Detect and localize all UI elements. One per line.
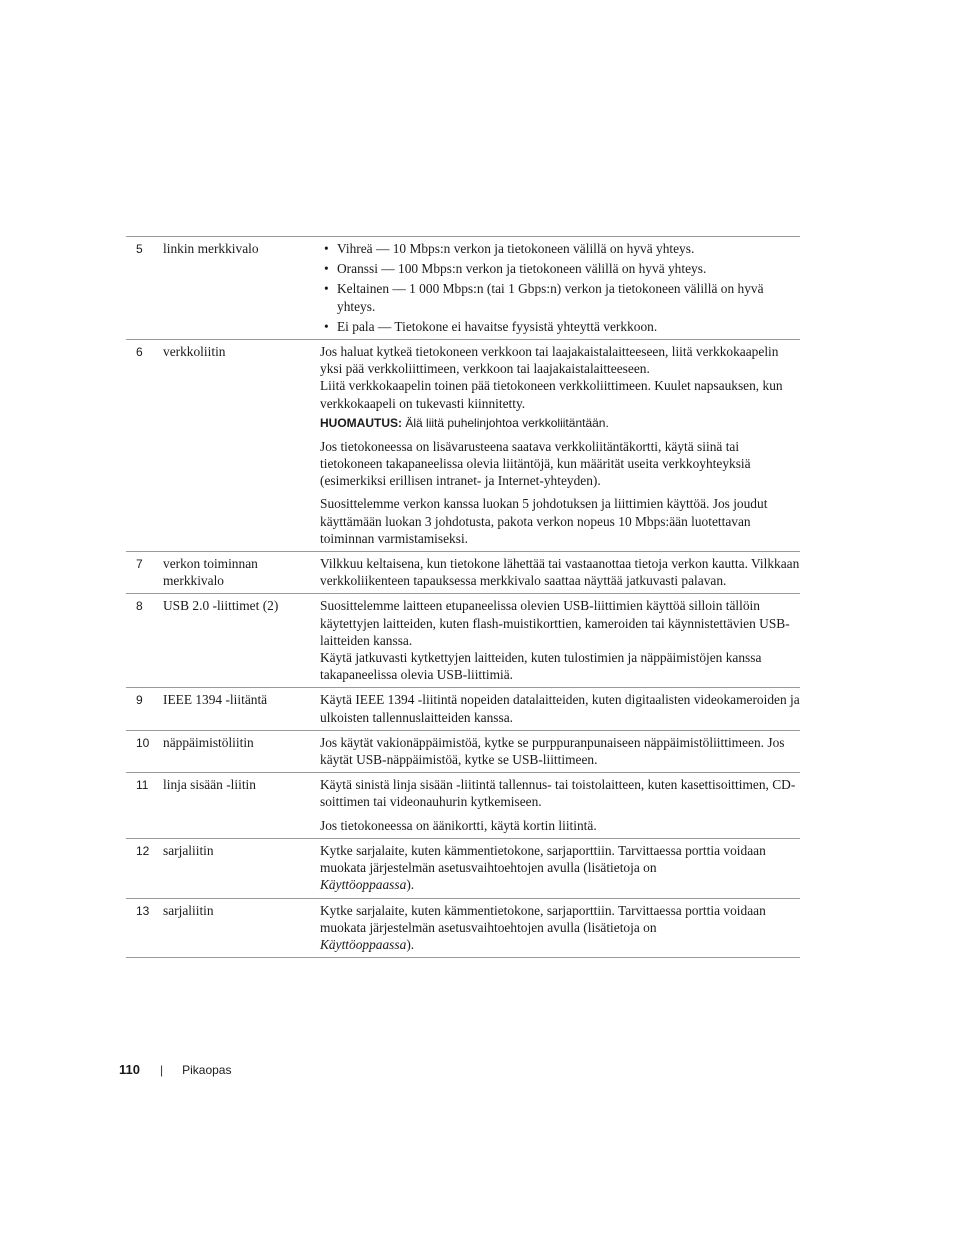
connector-table [126,236,800,958]
list-item: • Ei pala — Tietokone ei havaitse fyysistä yhteyttä verkkoon. [324,318,658,334]
note [320,415,800,432]
row-name: IEEE 1394 -liitäntä [163,692,268,708]
manual-title: Käyttöoppaassa [320,877,407,893]
row-name: näppäimistöliitin [163,734,254,750]
paragraph: Käytä jatkuvasti kytkettyjen laitteiden, kuten tulostimien ja näppäimistöjen kanssa takapaneelissa olevia USB-liittimiä. [320,650,762,683]
paragraph: Käytä sinistä linja sisään -liitintä tallennus- tai toistolaitteen, kuten kasettisoittimen, CD-soittimen tai videonauhurin kytkemiseen. [320,777,796,810]
row-name: sarjaliitin [163,902,214,918]
row-number: 5 [136,242,143,256]
row-name: USB 2.0 -liittimet (2) [163,598,279,614]
table-row [126,731,800,773]
bullet-icon: • [324,241,329,256]
table-row [126,899,800,959]
row-number: 12 [136,843,150,858]
paragraph: Kytke sarjalaite, kuten kämmentietokone, sarjaporttiin. Tarvittaessa porttia voidaan muokata järjestelmän asetusvaihtoehtojen avulla (lisätietoja on Käyttöoppaassa). [320,842,766,893]
row-number: 7 [136,557,143,572]
bullet-icon: • [324,281,329,297]
row-description [320,240,800,335]
paragraph: Vilkkuu keltaisena, kun tietokone lähettää tai vastaanottaa tietoja verkon kautta. Vilkkaan verkkoliikenteen tapauksessa merkkivalo saattaa näyttää jatkuvasti palavan. [320,556,800,589]
page-number: 110 [119,1062,140,1077]
paragraph: Kytke sarjalaite, kuten kämmentietokone, sarjaporttiin. Tarvittaessa porttia voidaan muokata järjestelmän asetusvaihtoehtojen avulla (lisätietoja on Käyttöoppaassa). [320,902,766,952]
row-name: linja sisään -liitin [163,777,256,793]
paragraph: Liitä verkkokaapelin toinen pää tietokoneen verkkoliittimeen. Kuulet napsauksen, kun verkkokaapeli on tukevasti kiinnitetty. [320,378,783,411]
bullet-icon: • [324,318,329,334]
paragraph: Jos tietokoneessa on äänikortti, käytä kortin liitintä. [320,817,597,833]
row-description [320,555,800,589]
row-number: 13 [136,903,150,918]
row-description [320,734,800,768]
paragraph: Jos haluat kytkeä tietokoneen verkkoon tai laajakaistalaitteeseen, liitä verkkokaapelin yksi pää verkkoliittimeen, verkkoon tai laajakaistalaitteeseen. [320,344,779,377]
row-description [320,776,800,834]
footer-separator: | [159,1062,164,1077]
list-item: • Keltainen — 1 000 Mbps:n (tai 1 Gbps:n) verkon ja tietokoneen välillä on hyvä yhteys. [324,281,764,314]
row-description [320,842,800,894]
note-text: Älä liitä puhelinjohtoa verkkoliitäntään. [405,415,609,430]
row-name: verkon toiminnan merkkivalo [163,556,258,589]
table-row [126,594,800,688]
row-number: 11 [136,778,149,793]
list-item: • Oranssi — 100 Mbps:n verkon ja tietokoneen välillä on hyvä yhteys. [324,261,707,277]
bullet-icon: • [324,261,329,277]
row-number: 8 [136,599,143,614]
paragraph: Suosittelemme verkon kanssa luokan 5 johdotuksen ja liittimien käyttöä. Jos joudut käyttämään luokan 3 johdotusta, pakota verkon nopeus 10 Mbps:ään luotettavan toiminnan varmistamiseksi. [320,496,768,546]
row-name: verkkoliitin [163,344,226,360]
row-number: 10 [136,735,150,750]
row-description [320,343,800,547]
table-row [126,839,800,899]
page-footer [119,1062,231,1077]
list-item: • Vihreä — 10 Mbps:n verkon ja tietokoneen välillä on hyvä yhteys. [324,241,695,256]
table-row [126,688,800,730]
row-number: 9 [136,693,143,708]
paragraph: Jos tietokoneessa on lisävarusteena saatava verkkoliitäntäkortti, käytä siinä tai tietokoneen takapaneelissa olevia liitäntöjä, kun määrität useita verkkoyhteyksiä (esimerkiksi erillisen intranet- ja Internet-yhteyden). [320,438,751,489]
paragraph: Suosittelemme laitteen etupaneelissa olevien USB-liittimien käyttöä silloin tällöin käytettyjen laitteiden, kuten flash-muistikorttien, kameroiden tai käynnistettävien USB-laitteiden kanssa. [320,598,790,648]
paragraph: Jos käytät vakionäppäimistöä, kytke se purppuranpunaiseen näppäimistöliittimeen. Jos käytät USB-näppäimistöä, kytke se USB-liittimeen. [320,734,785,768]
section-title: Pikaopas [182,1062,232,1077]
manual-title: Käyttöoppaassa [320,936,407,952]
row-name: sarjaliitin [163,842,214,858]
row-description [320,597,800,683]
table-row [126,340,800,552]
bullet-list [320,240,800,335]
table-row [126,552,800,594]
row-name: linkin merkkivalo [163,241,259,256]
table-row [126,773,800,839]
paragraph: Käytä IEEE 1394 -liitintä nopeiden datalaitteiden, kuten digitaalisten videokameroiden ja ulkoisten tallennuslaitteiden kanssa. [320,692,800,725]
row-description [320,902,800,954]
table-row [126,237,800,340]
row-description [320,691,800,725]
row-number: 6 [136,345,143,360]
note-label: HUOMAUTUS: [320,415,402,430]
